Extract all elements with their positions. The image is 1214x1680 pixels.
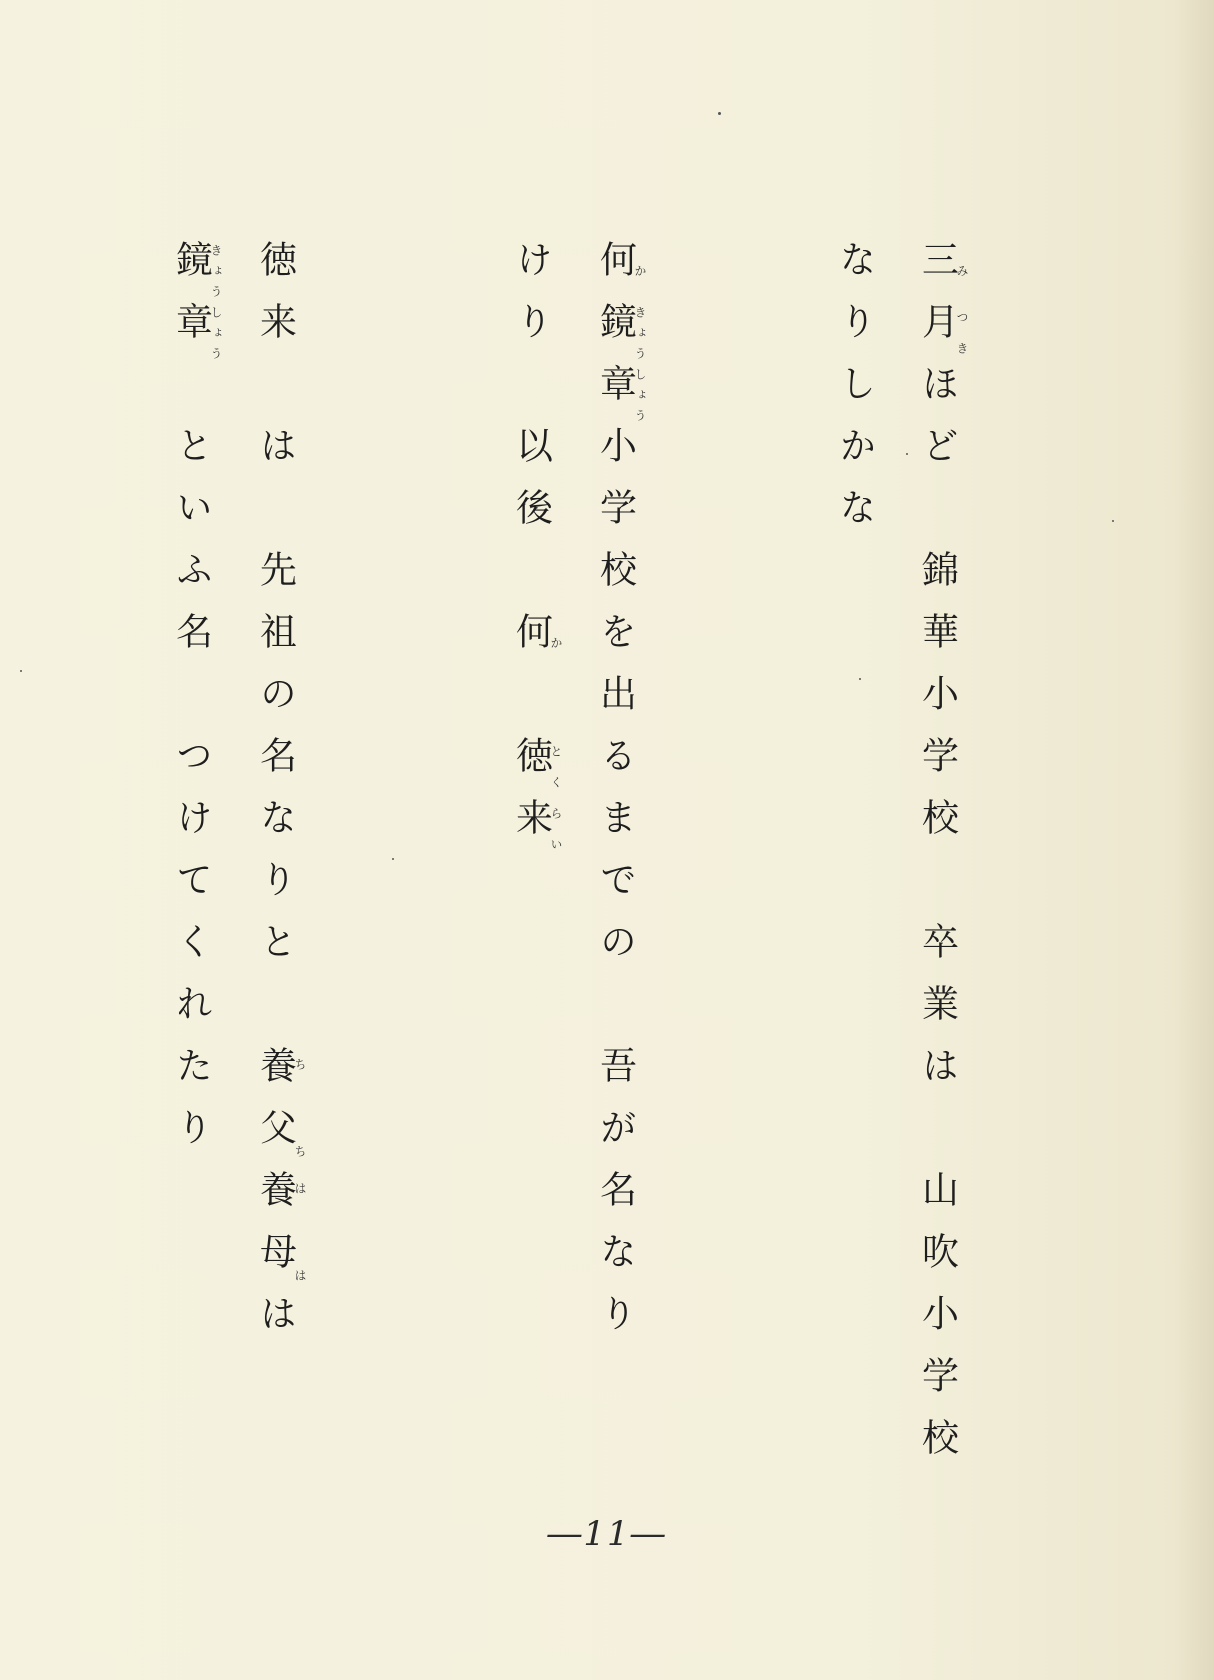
ruby-word xyxy=(915,302,969,364)
ruby-word xyxy=(593,302,647,426)
paper-speck xyxy=(718,112,721,115)
verse-column-6 xyxy=(166,240,222,1170)
verse-text: 徳来 は 先祖の名なりと xyxy=(253,240,297,1046)
ruby-word xyxy=(509,736,563,860)
page-number: ―11― xyxy=(547,1514,667,1554)
paper-speck xyxy=(1112,520,1114,522)
ruby-base: 何 xyxy=(593,240,637,302)
ruby-base: 鏡章 xyxy=(593,302,637,426)
paper-speck xyxy=(20,670,22,672)
furigana: つき xyxy=(955,302,969,364)
ruby-word xyxy=(253,1046,307,1170)
furigana: はは xyxy=(293,1170,307,1294)
ruby-base: 鏡章 xyxy=(169,240,213,364)
verse-column-5 xyxy=(250,240,306,1356)
verse-text: けり 以後 xyxy=(509,240,553,612)
ruby-base: 月 xyxy=(915,302,959,364)
verse-column-4 xyxy=(506,240,562,860)
ruby-word xyxy=(915,240,969,302)
ruby-word xyxy=(253,1170,307,1294)
page-edge-shadow xyxy=(1174,0,1214,1680)
ruby-base: 三 xyxy=(915,240,959,302)
ruby-base: 何 xyxy=(509,612,553,674)
ruby-word xyxy=(593,240,647,302)
paper-speck xyxy=(859,678,861,680)
verse-column-2 xyxy=(826,240,882,550)
verse-text: は xyxy=(253,1294,297,1356)
verse-text: といふ名 つけてくれたり xyxy=(169,364,213,1170)
furigana: か xyxy=(633,240,647,302)
ruby-base: 養父 xyxy=(253,1046,297,1170)
furigana: か xyxy=(549,612,563,674)
furigana: きょうしょう xyxy=(633,302,647,426)
furigana: み xyxy=(955,240,969,302)
ruby-word xyxy=(169,240,223,364)
ruby-base: 養母 xyxy=(253,1170,297,1294)
furigana: とくらい xyxy=(549,736,563,860)
verse-text xyxy=(510,674,553,736)
paper-speck xyxy=(906,453,908,455)
furigana: ちち xyxy=(293,1046,307,1170)
paper-speck xyxy=(392,858,394,860)
verse-text: 小学校を出るまでの 吾が名なり xyxy=(593,426,637,1356)
furigana: きょうしょう xyxy=(209,240,223,364)
verse-text: ほど 錦華小学校 卒業は 山吹小学校 xyxy=(915,364,959,1480)
ruby-base: 徳来 xyxy=(509,736,553,860)
verse-column-3 xyxy=(590,240,646,1356)
ruby-word xyxy=(509,612,563,674)
verse-column-1 xyxy=(912,240,968,1480)
verse-text: なりしかな xyxy=(833,240,876,550)
